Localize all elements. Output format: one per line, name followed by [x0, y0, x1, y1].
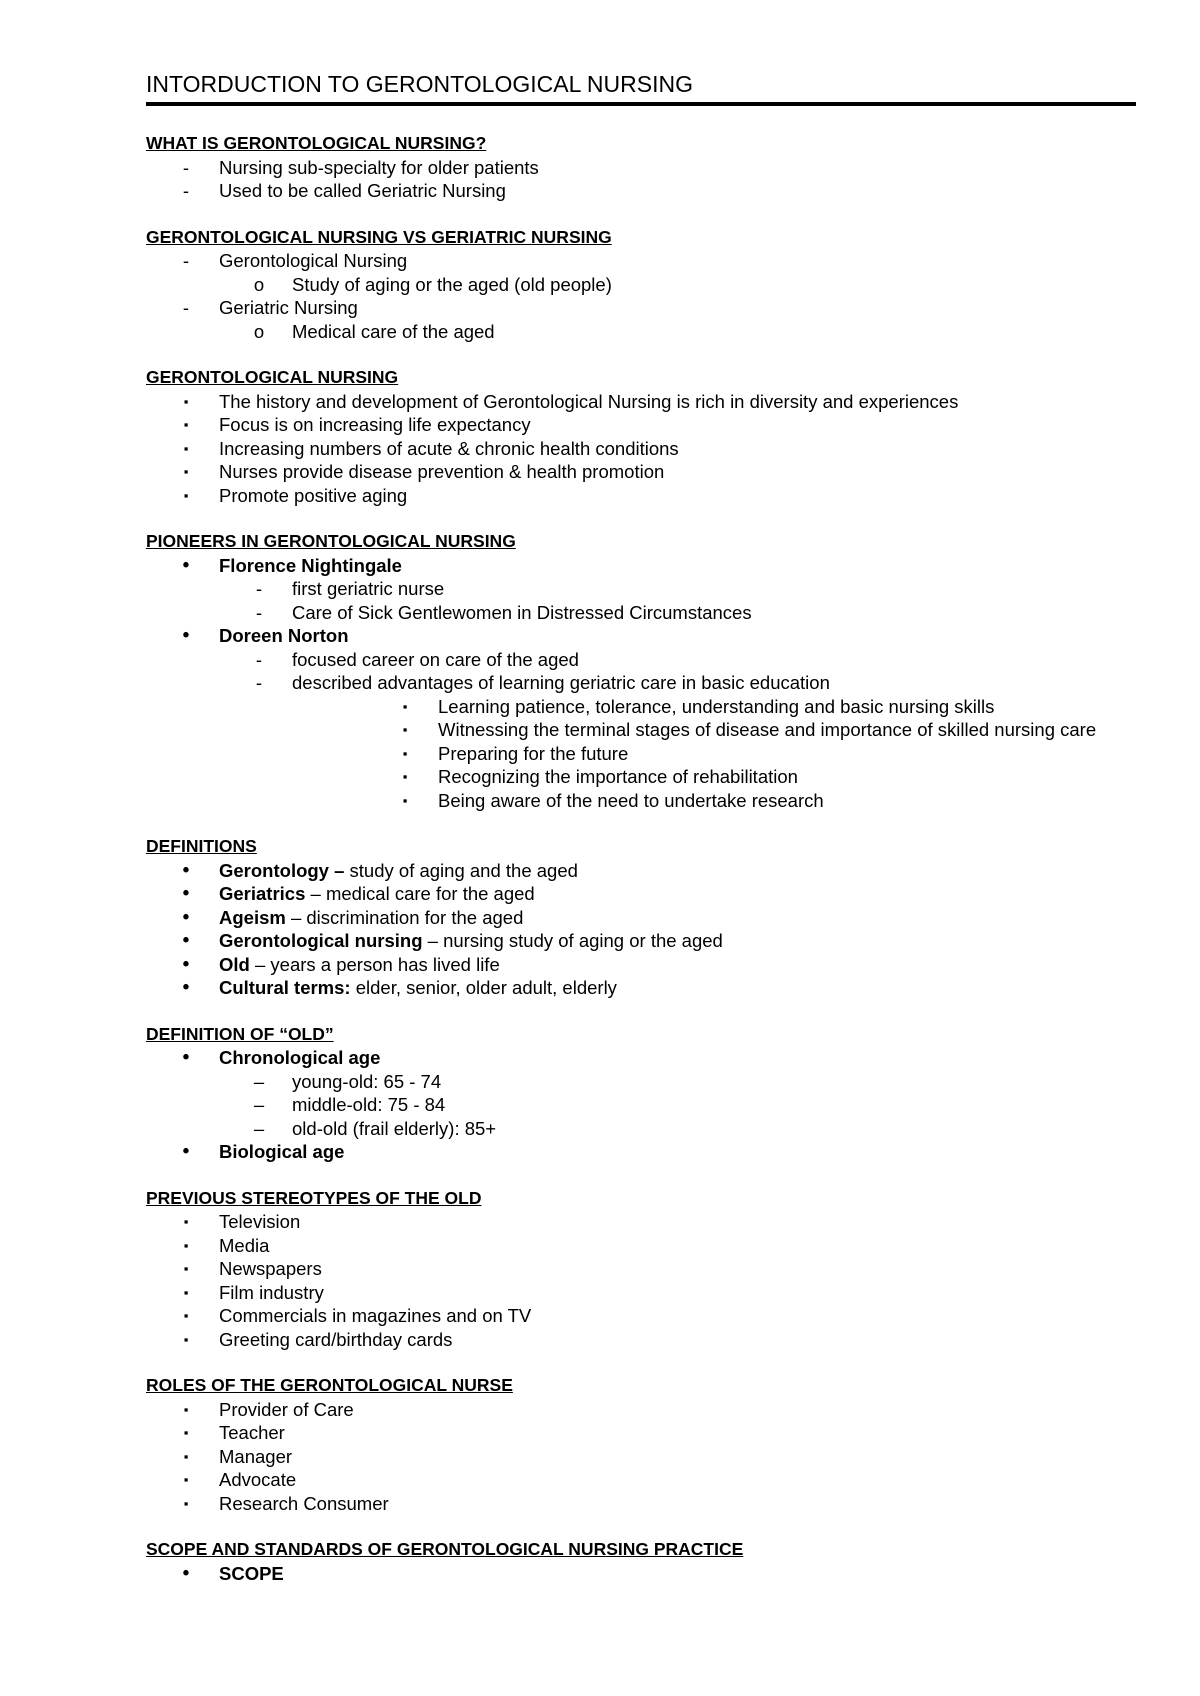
- list-item-text: [292, 1117, 1136, 1141]
- section-heading: GERONTOLOGICAL NURSING: [146, 367, 399, 387]
- list-item: [146, 1281, 1136, 1305]
- list-item-text: [438, 742, 1136, 766]
- list-item: [146, 765, 1136, 789]
- list-item-text: [219, 484, 1136, 508]
- section: [146, 132, 1136, 203]
- item-text: Increasing numbers of acute & chronic health conditions: [219, 437, 679, 459]
- document-title: INTORDUCTION TO GERONTOLOGICAL NURSING: [146, 70, 1136, 106]
- list-marker: ▪: [183, 393, 189, 409]
- term: Old: [219, 953, 250, 975]
- list-item: [146, 296, 1136, 320]
- item-text: Geriatric Nursing: [219, 297, 358, 318]
- list-marker: ▪: [402, 769, 408, 784]
- document-page: [146, 70, 1136, 1585]
- list-item: [146, 1046, 1136, 1070]
- list-item-text: [438, 718, 1136, 742]
- list-item-text: [292, 671, 1136, 695]
- section: [146, 1538, 1136, 1585]
- list-item-text: [219, 1492, 1136, 1516]
- term: Cultural terms:: [219, 977, 351, 998]
- term: Biological age: [219, 1141, 345, 1162]
- list-item-text: [292, 1093, 1136, 1117]
- list-item-text: [219, 976, 1136, 1000]
- list-marker: ▪: [402, 698, 408, 714]
- list-marker: ▪: [183, 440, 189, 456]
- section: [146, 1187, 1136, 1352]
- item-text: old-old (frail elderly): 85+: [292, 1117, 497, 1139]
- list-item: [146, 390, 1136, 414]
- list-item: [146, 179, 1136, 203]
- item-text: Preparing for the future: [438, 742, 629, 764]
- item-text: Teacher: [219, 1422, 285, 1443]
- list-item-text: [292, 273, 1136, 297]
- item-text: Manager: [219, 1445, 293, 1467]
- list-item-text: [219, 413, 1136, 437]
- list-item-text: [219, 1328, 1136, 1352]
- item-text: Greeting card/birthday cards: [219, 1328, 453, 1350]
- list-item: [146, 1093, 1136, 1117]
- list-item-text: [219, 929, 1136, 953]
- section: [146, 1374, 1136, 1515]
- list-item-text: [219, 1304, 1136, 1328]
- list-item-text: [219, 1562, 1136, 1586]
- section-heading: PREVIOUS STEREOTYPES OF THE OLD: [146, 1187, 482, 1208]
- list-item: [146, 624, 1136, 648]
- list-item: [146, 695, 1136, 719]
- list-marker: –: [253, 1094, 265, 1115]
- item-text: The history and development of Gerontological Nursing is rich in diversity and experiences: [219, 390, 959, 412]
- list-marker: ▪: [183, 1495, 189, 1511]
- list-marker: ▪: [402, 792, 408, 808]
- list-item-text: [292, 1070, 1136, 1094]
- item-text: – nursing study of aging or the aged: [422, 930, 723, 951]
- list-item-text: [219, 882, 1136, 906]
- list-marker: -: [255, 601, 263, 623]
- list-item-text: [219, 1468, 1136, 1492]
- list-marker: •: [182, 1562, 190, 1584]
- item-text: Provider of Care: [219, 1398, 354, 1420]
- list-item-text: [219, 624, 1136, 648]
- item-text: elder, senior, older adult, elderly: [350, 977, 617, 998]
- item-text: Being aware of the need to undertake research: [438, 789, 824, 811]
- list-marker: -: [182, 180, 190, 201]
- list-item-text: [219, 1140, 1136, 1164]
- list-item: [146, 413, 1136, 437]
- list-marker: –: [253, 1117, 265, 1139]
- list-item-text: [219, 296, 1136, 320]
- item-text: Research Consumer: [219, 1492, 389, 1514]
- item-text: young-old: 65 - 74: [292, 1070, 442, 1092]
- list-marker: •: [182, 977, 190, 998]
- list-item-text: [438, 789, 1136, 813]
- term: Florence Nightingale: [219, 554, 402, 576]
- term: Gerontological nursing: [219, 930, 423, 951]
- item-text: study of aging and the aged: [344, 859, 578, 881]
- list-marker: •: [182, 930, 190, 951]
- list-item: [146, 1445, 1136, 1469]
- list-item: [146, 1492, 1136, 1516]
- list-marker: ▪: [183, 1401, 189, 1417]
- list-item-text: [219, 906, 1136, 930]
- list-item: [146, 742, 1136, 766]
- list-item: [146, 156, 1136, 180]
- list-item-text: [292, 577, 1136, 601]
- list-item: [146, 1140, 1136, 1164]
- item-text: Advocate: [219, 1469, 297, 1490]
- list-marker: •: [182, 859, 190, 881]
- item-text: – years a person has lived life: [249, 953, 500, 975]
- list-marker: ▪: [183, 1472, 189, 1487]
- list-item: [146, 882, 1136, 906]
- item-text: Focus is on increasing life expectancy: [219, 414, 531, 435]
- list-item-text: [438, 765, 1136, 789]
- list-marker: -: [255, 648, 263, 670]
- list-marker: -: [182, 250, 190, 271]
- section-heading: SCOPE AND STANDARDS OF GERONTOLOGICAL NURSING PRACTICE: [146, 1539, 744, 1559]
- list-marker: -: [255, 578, 263, 599]
- list-item-text: [219, 554, 1136, 578]
- item-text: Nurses provide disease prevention & health promotion: [219, 461, 665, 482]
- item-text: Film industry: [219, 1281, 324, 1303]
- list-marker: ▪: [183, 417, 189, 432]
- item-text: Witnessing the terminal stages of disease and importance of skilled nursing care: [438, 719, 1097, 740]
- list-item-text: [292, 320, 1136, 344]
- section: [146, 1023, 1136, 1164]
- item-text: Study of aging or the aged (old people): [292, 273, 612, 295]
- list-marker: •: [182, 906, 190, 928]
- list-marker: o: [253, 320, 265, 342]
- list-item-text: [219, 953, 1136, 977]
- item-text: described advantages of learning geriatric care in basic education: [292, 672, 830, 693]
- list-item: [146, 577, 1136, 601]
- list-item: [146, 1304, 1136, 1328]
- list-item: [146, 437, 1136, 461]
- item-text: Newspapers: [219, 1258, 322, 1279]
- item-text: Used to be called Geriatric Nursing: [219, 180, 506, 201]
- list-item-text: [219, 1210, 1136, 1234]
- item-text: – medical care for the aged: [305, 883, 535, 904]
- item-text: first geriatric nurse: [292, 578, 445, 599]
- list-item: [146, 859, 1136, 883]
- list-item: [146, 460, 1136, 484]
- list-marker: -: [255, 672, 263, 693]
- list-item: [146, 953, 1136, 977]
- list-marker: ▪: [183, 1448, 189, 1464]
- list-item-text: [219, 390, 1136, 414]
- item-text: Gerontological Nursing: [219, 250, 408, 271]
- list-item-text: [219, 460, 1136, 484]
- list-marker: ▪: [183, 1331, 189, 1347]
- term: Ageism: [219, 906, 286, 928]
- list-item: [146, 273, 1136, 297]
- section-heading: DEFINITIONS: [146, 836, 257, 856]
- list-item: [146, 648, 1136, 672]
- section: [146, 835, 1136, 1000]
- list-item-text: [219, 1398, 1136, 1422]
- term: Chronological age: [219, 1047, 381, 1068]
- section-heading: DEFINITION OF “OLD”: [146, 1023, 334, 1044]
- list-marker: ▪: [402, 745, 408, 761]
- list-item-text: [219, 1445, 1136, 1469]
- section: [146, 226, 1136, 344]
- item-text: Media: [219, 1234, 270, 1256]
- item-text: – discrimination for the aged: [285, 906, 524, 928]
- list-item: [146, 1210, 1136, 1234]
- list-item: [146, 1234, 1136, 1258]
- section-heading: WHAT IS GERONTOLOGICAL NURSING?: [146, 133, 487, 153]
- list-marker: ▪: [183, 1425, 189, 1440]
- list-item: [146, 1328, 1136, 1352]
- list-item: [146, 929, 1136, 953]
- list-marker: ▪: [183, 1284, 189, 1300]
- document-body: [146, 132, 1136, 1585]
- list-item: [146, 1257, 1136, 1281]
- list-item-text: [219, 437, 1136, 461]
- list-item: [146, 789, 1136, 813]
- list-marker: o: [253, 273, 265, 295]
- list-marker: ▪: [183, 1308, 189, 1323]
- list-item: [146, 1421, 1136, 1445]
- list-item: [146, 249, 1136, 273]
- list-item-text: [219, 1421, 1136, 1445]
- list-item-text: [438, 695, 1136, 719]
- list-item-text: [292, 601, 1136, 625]
- item-text: Commercials in magazines and on TV: [219, 1305, 532, 1326]
- list-item: [146, 976, 1136, 1000]
- list-item: [146, 718, 1136, 742]
- item-text: Medical care of the aged: [292, 320, 495, 342]
- list-marker: ▪: [183, 1237, 189, 1253]
- item-text: Care of Sick Gentlewomen in Distressed Circumstances: [292, 601, 752, 623]
- list-item: [146, 601, 1136, 625]
- list-item-text: [219, 179, 1136, 203]
- list-item-text: [219, 859, 1136, 883]
- list-marker: -: [182, 297, 190, 318]
- list-item-text: [219, 1234, 1136, 1258]
- list-item-text: [292, 648, 1136, 672]
- list-item: [146, 320, 1136, 344]
- item-text: Promote positive aging: [219, 484, 408, 506]
- list-item: [146, 1398, 1136, 1422]
- section-heading: ROLES OF THE GERONTOLOGICAL NURSE: [146, 1375, 513, 1395]
- section-heading: PIONEERS IN GERONTOLOGICAL NURSING: [146, 531, 516, 551]
- term: Gerontology –: [219, 859, 345, 881]
- list-marker: ▪: [183, 1214, 189, 1229]
- list-marker: -: [182, 156, 190, 178]
- list-marker: •: [182, 1047, 190, 1068]
- item-text: Nursing sub-specialty for older patients: [219, 156, 539, 178]
- list-marker: •: [182, 1141, 190, 1162]
- list-item-text: [219, 1257, 1136, 1281]
- list-marker: –: [253, 1070, 265, 1092]
- list-item: [146, 484, 1136, 508]
- item-text: focused career on care of the aged: [292, 648, 579, 670]
- list-item: [146, 1562, 1136, 1586]
- list-item-text: [219, 1046, 1136, 1070]
- list-item: [146, 1468, 1136, 1492]
- list-marker: •: [182, 625, 190, 646]
- section: [146, 366, 1136, 507]
- list-item: [146, 554, 1136, 578]
- item-text: middle-old: 75 - 84: [292, 1094, 446, 1115]
- section: [146, 530, 1136, 812]
- list-item: [146, 671, 1136, 695]
- term: SCOPE: [219, 1562, 284, 1584]
- list-item-text: [219, 156, 1136, 180]
- list-item: [146, 906, 1136, 930]
- list-marker: ▪: [183, 464, 189, 479]
- item-text: Television: [219, 1211, 301, 1232]
- term: Doreen Norton: [219, 625, 349, 646]
- term: Geriatrics: [219, 883, 306, 904]
- section-heading: GERONTOLOGICAL NURSING VS GERIATRIC NURSING: [146, 226, 612, 247]
- list-marker: •: [182, 953, 190, 975]
- list-item-text: [219, 1281, 1136, 1305]
- item-text: Recognizing the importance of rehabilitation: [438, 766, 798, 787]
- list-marker: ▪: [183, 1261, 189, 1276]
- list-marker: •: [182, 554, 190, 576]
- list-marker: ▪: [183, 487, 189, 503]
- list-marker: •: [182, 883, 190, 904]
- list-item: [146, 1117, 1136, 1141]
- list-marker: ▪: [402, 722, 408, 737]
- list-item-text: [219, 249, 1136, 273]
- item-text: Learning patience, tolerance, understanding and basic nursing skills: [438, 695, 995, 717]
- list-item: [146, 1070, 1136, 1094]
